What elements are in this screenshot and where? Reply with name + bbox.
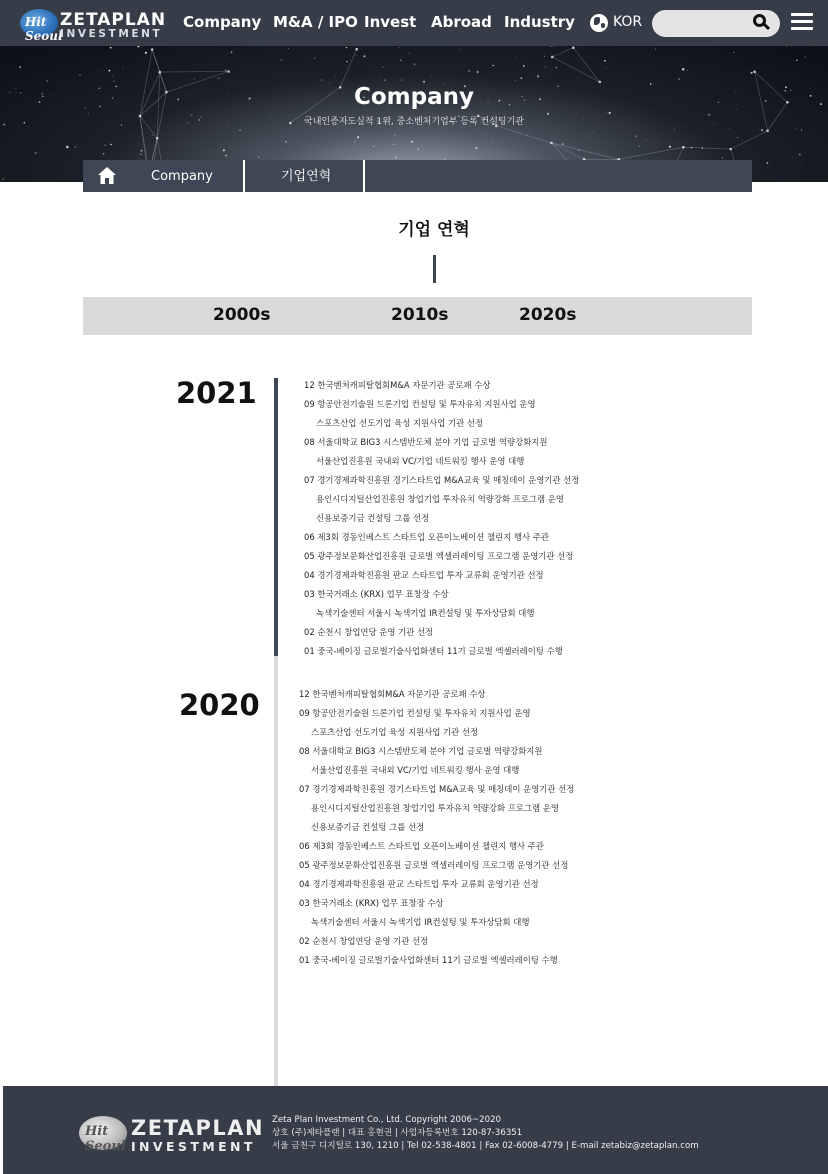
decade-tabs xyxy=(83,297,752,335)
hero-title: Company xyxy=(354,84,474,110)
breadcrumb-item-company[interactable]: Company xyxy=(151,169,213,184)
timeline-event: 07 경기경제과학진흥원 경기스타트업 M&A교육 및 매칭데이 운영기관 선정 xyxy=(304,475,580,485)
logo-badge-icon xyxy=(20,9,63,43)
event-list-2020 xyxy=(299,685,574,970)
timeline-active-segment xyxy=(274,378,278,656)
timeline-event: 06 제3회 경동인베스트 스타트업 오픈이노베이션 챌린지 행사 주관 xyxy=(299,841,544,851)
breadcrumb-divider xyxy=(363,160,365,192)
timeline-event: 04 경기경제과학진흥원 판교 스타트업 투자 교류회 운영기관 선정 xyxy=(299,879,539,889)
site-logo[interactable] xyxy=(20,9,167,43)
language-selector[interactable]: KOR xyxy=(613,14,643,30)
year-heading-2020: 2020 xyxy=(179,688,260,722)
event-list-2021 xyxy=(304,376,579,661)
top-header xyxy=(0,0,828,46)
timeline-event: 06 제3회 경동인베스트 스타트업 오픈이노베이션 챌린지 행사 주관 xyxy=(304,532,549,542)
timeline-event: 03 한국거래소 (KRX) 업무 표창장 수상 xyxy=(299,898,444,908)
footer-logo-text-secondary: INVESTMENT xyxy=(131,1139,256,1154)
timeline-event: 신용보증기금 컨설팅 그룹 선정 xyxy=(311,822,425,832)
footer-copyright: Zeta Plan Investment Co., Ltd. Copyright 2006~2020 xyxy=(272,1115,502,1125)
timeline-event: 03 한국거래소 (KRX) 업무 표창장 수상 xyxy=(304,589,449,599)
logo-text-secondary: INVESTMENT xyxy=(60,28,163,40)
timeline-event: 녹색기술센터 서울시 녹색기업 IR컨설팅 및 투자상담회 대행 xyxy=(316,608,535,618)
nav-invest[interactable]: Invest xyxy=(364,13,417,31)
nav-company[interactable]: Company xyxy=(183,13,262,31)
breadcrumb-item-history[interactable]: 기업연혁 xyxy=(281,169,332,184)
nav-industry[interactable]: Industry xyxy=(504,13,575,31)
timeline-event: 02 순천시 창업연당 운영 기관 선정 xyxy=(304,627,434,637)
timeline-event: 09 항공안전기술원 드론기업 컨설팅 및 투자유치 지원사업 운영 xyxy=(299,708,531,718)
timeline-event: 스포츠산업 선도기업 육성 지원사업 기관 선정 xyxy=(316,418,484,428)
footer-business-info: 상호 (주)제타플랜 | 대표 홍현권 | 사업자등록번호 120-87-36351 xyxy=(272,1128,523,1138)
timeline-event: 09 항공안전기술원 드론기업 컨설팅 및 투자유치 지원사업 운영 xyxy=(304,399,536,409)
timeline-event: 스포츠산업 선도기업 육성 지원사업 기관 선정 xyxy=(311,727,479,737)
timeline-event: 용인시디지털산업진흥원 창업기업 투자유치 역량강화 프로그램 운영 xyxy=(311,803,559,813)
breadcrumb-home[interactable] xyxy=(83,160,131,192)
footer-logo[interactable] xyxy=(79,1116,265,1154)
search-icon[interactable] xyxy=(753,14,770,31)
timeline-event: 02 순천시 창업연당 운영 기관 선정 xyxy=(299,936,429,946)
year-heading-2021: 2021 xyxy=(176,376,257,410)
timeline-event: 12 한국벤처캐피탈협회M&A 자문기관 공로패 수상 xyxy=(299,689,486,699)
home-icon xyxy=(98,167,116,184)
timeline-event: 05 광주정보문화산업진흥원 글로벌 엑셀러레이팅 프로그램 운영기관 선정 xyxy=(299,860,569,870)
timeline-event: 05 광주정보문화산업진흥원 글로벌 엑셀러레이팅 프로그램 운영기관 선정 xyxy=(304,551,574,561)
timeline-event: 08 서울대학교 BIG3 시스템반도체 분야 기업 글로벌 역량강화지원 xyxy=(299,746,543,756)
footer-contact-info: 서울 금천구 디지털로 130, 1210 | Tel 02-538-4801 | Fax 02-6008-4779 | E-mail zetabiz@zetaplan.com xyxy=(272,1141,699,1151)
logo-badge-text: Hit Seoul xyxy=(25,15,63,43)
breadcrumb-divider xyxy=(243,160,245,192)
breadcrumb xyxy=(83,160,752,192)
tab-2010s[interactable]: 2010s xyxy=(391,305,449,325)
timeline-event: 04 경기경제과학진흥원 판교 스타트업 투자 교류회 운영기관 선정 xyxy=(304,570,544,580)
search-input[interactable] xyxy=(652,10,780,37)
timeline-event: 용인시디지털산업진흥원 창업기업 투자유치 역량강화 프로그램 운영 xyxy=(316,494,564,504)
timeline-event: 01 중국-베이징 글로벌기술사업화센터 11기 글로벌 엑셀러레이팅 수행 xyxy=(299,955,558,965)
timeline-event: 07 경기경제과학진흥원 경기스타트업 M&A교육 및 매칭데이 운영기관 선정 xyxy=(299,784,575,794)
footer-logo-text-primary: ZETAPLAN xyxy=(131,1116,265,1140)
timeline-event: 12 한국벤처캐피탈협회M&A 자문기관 공로패 수상 xyxy=(304,380,491,390)
tab-2000s[interactable]: 2000s xyxy=(213,305,271,325)
timeline-event: 신용보증기금 컨설팅 그룹 선정 xyxy=(316,513,430,523)
globe-icon[interactable] xyxy=(590,14,608,32)
timeline-event: 서울산업진흥원 국내외 VC/기업 네트워킹 행사 운영 대행 xyxy=(311,765,520,775)
timeline-event: 08 서울대학교 BIG3 시스템반도체 분야 기업 글로벌 역량강화지원 xyxy=(304,437,548,447)
footer-logo-badge-text: Hit Seoul xyxy=(85,1124,126,1154)
title-divider xyxy=(433,255,436,283)
menu-icon[interactable] xyxy=(791,13,813,30)
timeline-event: 녹색기술센터 서울시 녹색기업 IR컨설팅 및 투자상담회 대행 xyxy=(311,917,530,927)
site-footer xyxy=(3,1086,828,1174)
tab-2020s[interactable]: 2020s xyxy=(519,305,577,325)
hero-subtitle: 국내인증지도실적 1위, 중소벤처기업부 등록 컨설팅기관 xyxy=(304,117,524,127)
timeline-event: 01 중국-베이징 글로벌기술사업화센터 11기 글로벌 엑셀러레이팅 수행 xyxy=(304,646,563,656)
footer-company-info xyxy=(272,1114,699,1153)
nav-abroad[interactable]: Abroad xyxy=(431,13,492,31)
nav-ma-ipo[interactable]: M&A / IPO xyxy=(273,13,358,31)
logo-text-primary: ZETAPLAN xyxy=(60,10,167,30)
footer-logo-badge-icon xyxy=(79,1116,127,1154)
timeline-event: 서울산업진흥원 국내외 VC/기업 네트워킹 행사 운영 대행 xyxy=(316,456,525,466)
page-title: 기업 연혁 xyxy=(398,220,470,240)
